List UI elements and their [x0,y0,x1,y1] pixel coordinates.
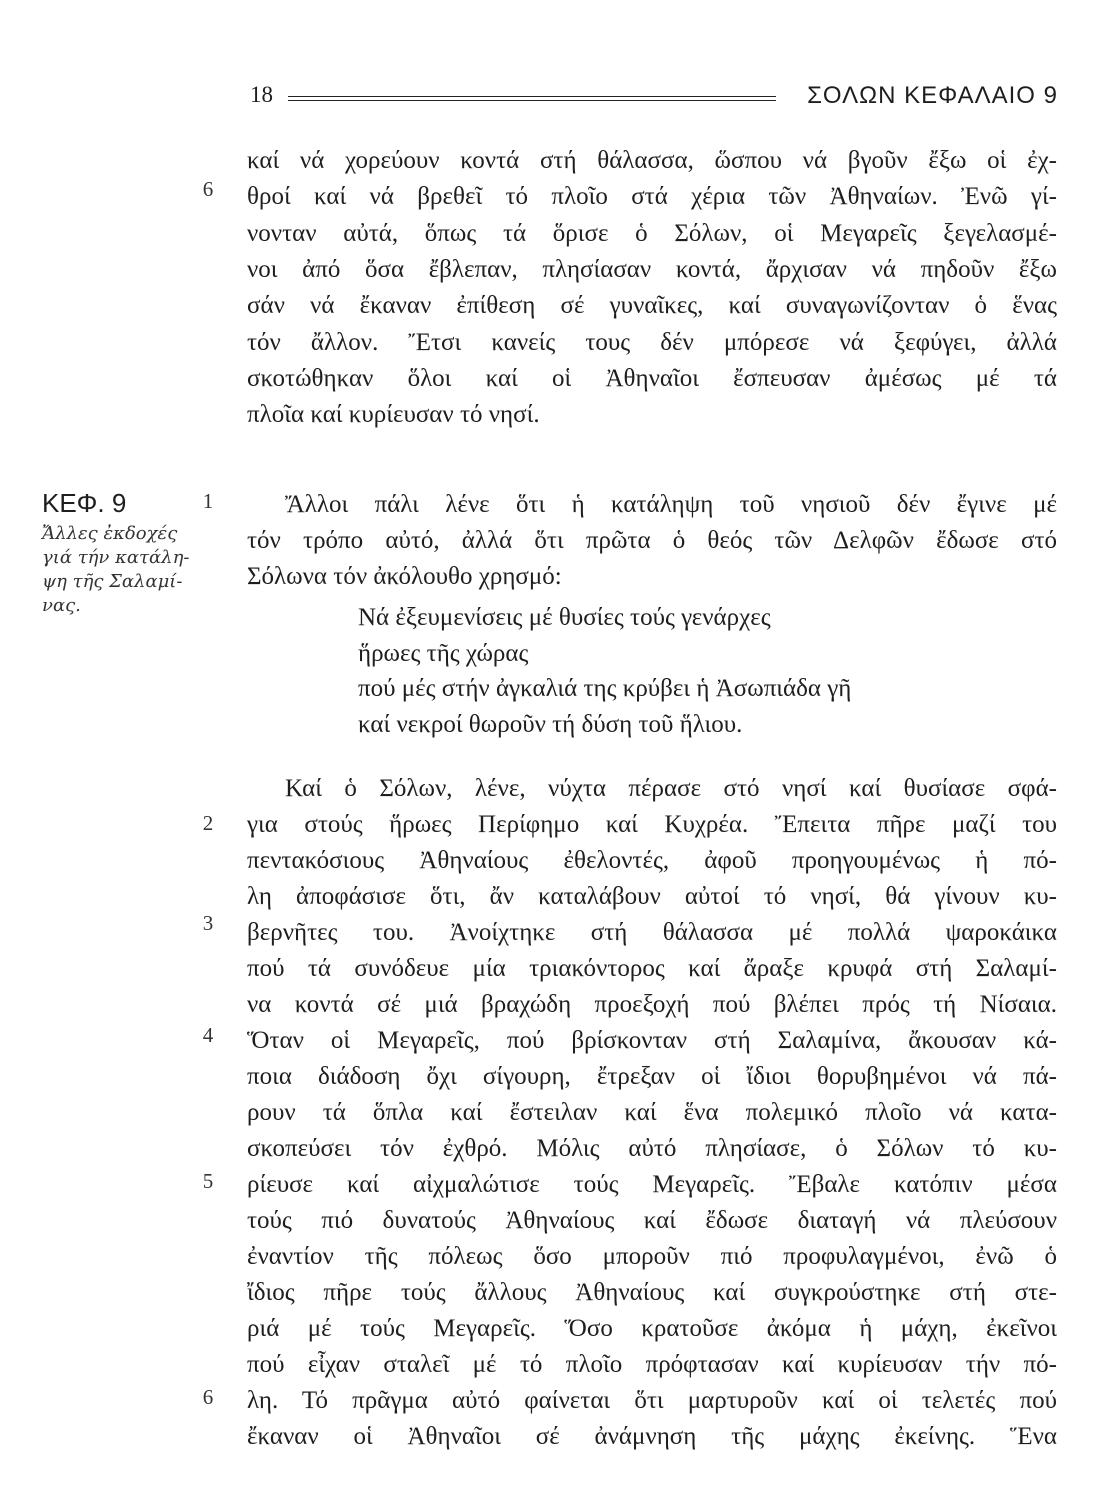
text-line: σάν νά ἔκαναν ἐπίθεση σέ γυναῖκες, καί συναγωνίζονταν ὁ ἕνας [247,292,1057,319]
sidebar-note-line: ψη τῆς Σαλαμί- [42,571,183,592]
verse-line: Νά ἐξευμενίσεις μέ θυσίες τούς γενάρχες [358,604,771,631]
section-number: 3 [202,911,214,935]
section-number: 1 [202,489,214,513]
page-number: 18 [250,82,273,107]
text-line: να κοντά σέ μιά βραχώδη προεξοχή πού βλέπει πρός τή Νίσαια. [247,991,1057,1018]
text-line: σκοπεύσει τόν ἐχθρό. Μόλις αὐτό πλησίασε, ὁ Σόλων τό κυ- [247,1135,1057,1162]
text-line: καί νά χορεύουν κοντά στή θάλασσα, ὥσπου νά βγοῦν ἔξω οἱ ἐχ- [247,147,1057,174]
verse-line: ἥρωες τῆς χώρας [358,640,529,667]
text-line: Ὅταν οἱ Μεγαρεῖς, πού βρίσκονταν στή Σαλαμίνα, ἄκουσαν κά- [247,1027,1057,1054]
text-line: Ἄλλοι πάλι λένε ὅτι ἡ κατάληψη τοῦ νησιοῦ δέν ἔγινε μέ [285,491,1057,518]
verse-line: πού μές στήν ἀγκαλιά της κρύβει ἡ Ἀσωπιάδα γῆ [358,675,852,702]
text-line: ρουν τά ὅπλα καί ἔστειλαν καί ἕνα πολεμικό πλοῖο νά κατα- [247,1099,1057,1126]
section-number: 6 [202,177,214,201]
text-line: πλοῖα καί κυρίευσαν τό νησί. [247,401,540,428]
sidebar-note-line: Ἄλλες ἐκδοχές [42,523,178,544]
section-number: 5 [202,1169,214,1193]
sidebar-chapter-label: ΚΕΦ. 9 [42,488,127,518]
section-number: 2 [202,811,214,835]
sidebar-note-line: νας. [42,595,81,616]
text-line: τόν τρόπο αὐτό, ἀλλά ὅτι πρῶτα ὁ θεός τῶν Δελφῶν ἔδωσε στό [247,527,1057,554]
text-line: πού τά συνόδευε μία τριακόντορος καί ἄραξε κρυφά στή Σαλαμί- [247,955,1057,982]
text-line: Καί ὁ Σόλων, λένε, νύχτα πέρασε στό νησί καί θυσίασε σφά- [285,775,1057,802]
section-number: 4 [202,1023,214,1047]
text-line: ποια διάδοση ὄχι σίγουρη, ἔτρεξαν οἱ ἴδιοι θορυβημένοι νά πά- [247,1063,1057,1090]
text-line: νονταν αὐτά, ὅπως τά ὅρισε ὁ Σόλων, οἱ Μεγαρεῖς ξεγελασμέ- [247,220,1057,247]
text-line: λη ἀποφάσισε ὅτι, ἄν καταλάβουν αὐτοί τό νησί, θά γίνουν κυ- [247,883,1057,910]
text-line: θροί καί νά βρεθεῖ τό πλοῖο στά χέρια τῶν Ἀθηναίων. Ἐνῶ γί- [247,183,1057,210]
text-line: βερνῆτες του. Ἀνοίχτηκε στή θάλασσα μέ πολλά ψαροκάικα [247,919,1057,946]
text-line: πού εἶχαν σταλεῖ μέ τό πλοῖο πρόφτασαν καί κυρίευσαν τήν πό- [247,1351,1057,1378]
sidebar-note [42,522,202,618]
running-head: ΣΟΛΩΝ ΚΕΦΑΛΑΙΟ 9 [807,82,1058,109]
text-line: ρίευσε καί αἰχμαλώτισε τούς Μεγαρεῖς. Ἔβαλε κατόπιν μέσα [247,1171,1057,1198]
header-rule [288,96,776,101]
text-line: τόν ἄλλον. Ἔτσι κανείς τους δέν μπόρεσε νά ξεφύγει, ἀλλά [247,329,1057,356]
text-line: ἔκαναν οἱ Ἀθηναῖοι σέ ἀνάμνηση τῆς μάχης ἐκείνης. Ἕνα [247,1423,1057,1450]
text-line: λη. Τό πρᾶγμα αὐτό φαίνεται ὅτι μαρτυροῦν καί οἱ τελετές πού [247,1387,1057,1414]
verse-line: καί νεκροί θωροῦν τή δύση τοῦ ἥλιου. [358,711,743,738]
page-header [250,82,1058,112]
text-line: νοι ἀπό ὅσα ἔβλεπαν, πλησίασαν κοντά, ἄρχισαν νά πηδοῦν ἔξω [247,256,1057,283]
text-line: ριά μέ τούς Μεγαρεῖς. Ὅσο κρατοῦσε ἀκόμα ἡ μάχη, ἐκεῖνοι [247,1315,1057,1342]
text-line: για στούς ἥρωες Περίφημο καί Κυχρέα. Ἔπειτα πῆρε μαζί του [247,811,1057,838]
text-line: ἴδιος πῆρε τούς ἄλλους Ἀθηναίους καί συγκρούστηκε στή στε- [247,1279,1057,1306]
text-line: σκοτώθηκαν ὅλοι καί οἱ Ἀθηναῖοι ἔσπευσαν ἀμέσως μέ τά [247,365,1057,392]
sidebar-note-line: γιά τήν κατάλη- [42,547,190,568]
text-line: Σόλωνα τόν ἀκόλουθο χρησμό: [247,563,562,590]
section-number: 6 [202,1385,214,1409]
text-line: πεντακόσιους Ἀθηναίους ἐθελοντές, ἀφοῦ προηγουμένως ἡ πό- [247,847,1057,874]
text-line: τούς πιό δυνατούς Ἀθηναίους καί ἔδωσε διαταγή νά πλεύσουν [247,1207,1057,1234]
text-line: ἐναντίον τῆς πόλεως ὅσο μποροῦν πιό προφυλαγμένοι, ἐνῶ ὁ [247,1243,1057,1270]
